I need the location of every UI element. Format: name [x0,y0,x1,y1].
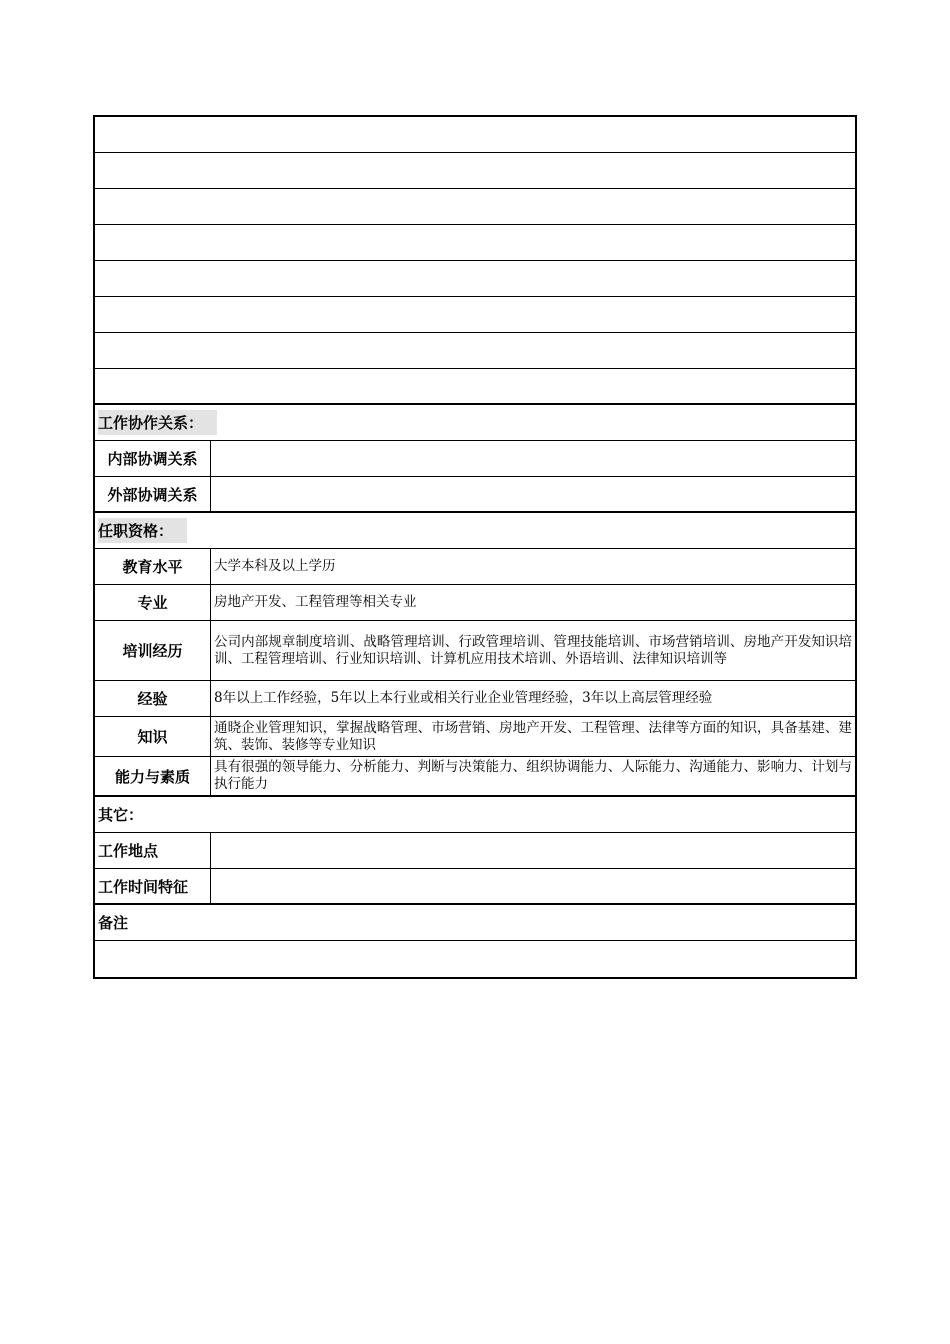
section-header-cooperation [95,405,855,441]
blank-cell [95,297,855,332]
section-title-remarks: 备注 [98,914,129,932]
blank-cell [95,153,855,188]
training-value: 公司内部规章制度培训、战略管理培训、行政管理培训、管理技能培训、市场营销培训、房地产开发知识培训、工程管理培训、行业知识培训、计算机应用技术培训、外语培训、法律知识培训等 [214,633,852,667]
blank-row [95,297,855,333]
education-value: 大学本科及以上学历 [214,558,336,574]
blank-cell [95,117,855,152]
work-time-label: 工作时间特征 [95,869,211,903]
education-row [95,549,855,585]
section-title-qualification: 任职资格： [98,518,187,543]
ability-value: 具有很强的领导能力、分析能力、判断与决策能力、组织协调能力、人际能力、沟通能力、影响力、计划与执行能力 [214,759,852,792]
ability-label: 能力与素质 [95,757,211,795]
knowledge-value: 通晓企业管理知识，掌握战略管理、市场营销、房地产开发、工程管理、法律等方面的知识，具备基建、建筑、装饰、装修等专业知识 [214,719,852,753]
knowledge-label: 知识 [95,717,211,756]
work-time-row [95,869,855,905]
remarks-row [95,941,855,977]
ability-row [95,757,855,797]
experience-row [95,681,855,717]
training-row [95,621,855,681]
experience-label: 经验 [95,681,211,716]
work-location-row [95,833,855,869]
major-value: 房地产开发、工程管理等相关专业 [214,594,417,610]
section-title-other: 其它： [98,806,144,824]
blank-cell [95,333,855,368]
blank-row [95,153,855,189]
knowledge-row [95,717,855,757]
section-header-qualification [95,513,855,549]
internal-coordination-value [211,441,855,476]
section-header-remarks [95,905,855,941]
work-time-value [211,869,855,903]
training-label: 培训经历 [95,621,211,680]
education-label: 教育水平 [95,549,211,584]
internal-coordination-row [95,441,855,477]
remarks-value [95,941,855,977]
blank-row [95,333,855,369]
blank-cell [95,189,855,224]
major-row [95,585,855,621]
blank-row [95,369,855,405]
external-coordination-value [211,477,855,511]
major-label: 专业 [95,585,211,620]
blank-cell [95,369,855,403]
blank-row [95,261,855,297]
external-coordination-label: 外部协调关系 [95,477,211,511]
blank-cell [95,225,855,260]
section-header-other [95,797,855,833]
blank-cell [95,261,855,296]
job-description-table [93,115,857,979]
work-location-value [211,833,855,868]
internal-coordination-label: 内部协调关系 [95,441,211,476]
blank-row [95,117,855,153]
section-title-cooperation: 工作协作关系： [98,410,217,435]
work-location-label: 工作地点 [95,833,211,868]
blank-row [95,225,855,261]
blank-row [95,189,855,225]
experience-value: 8年以上工作经验，5年以上本行业或相关行业企业管理经验，3年以上高层管理经验 [214,690,713,706]
external-coordination-row [95,477,855,513]
